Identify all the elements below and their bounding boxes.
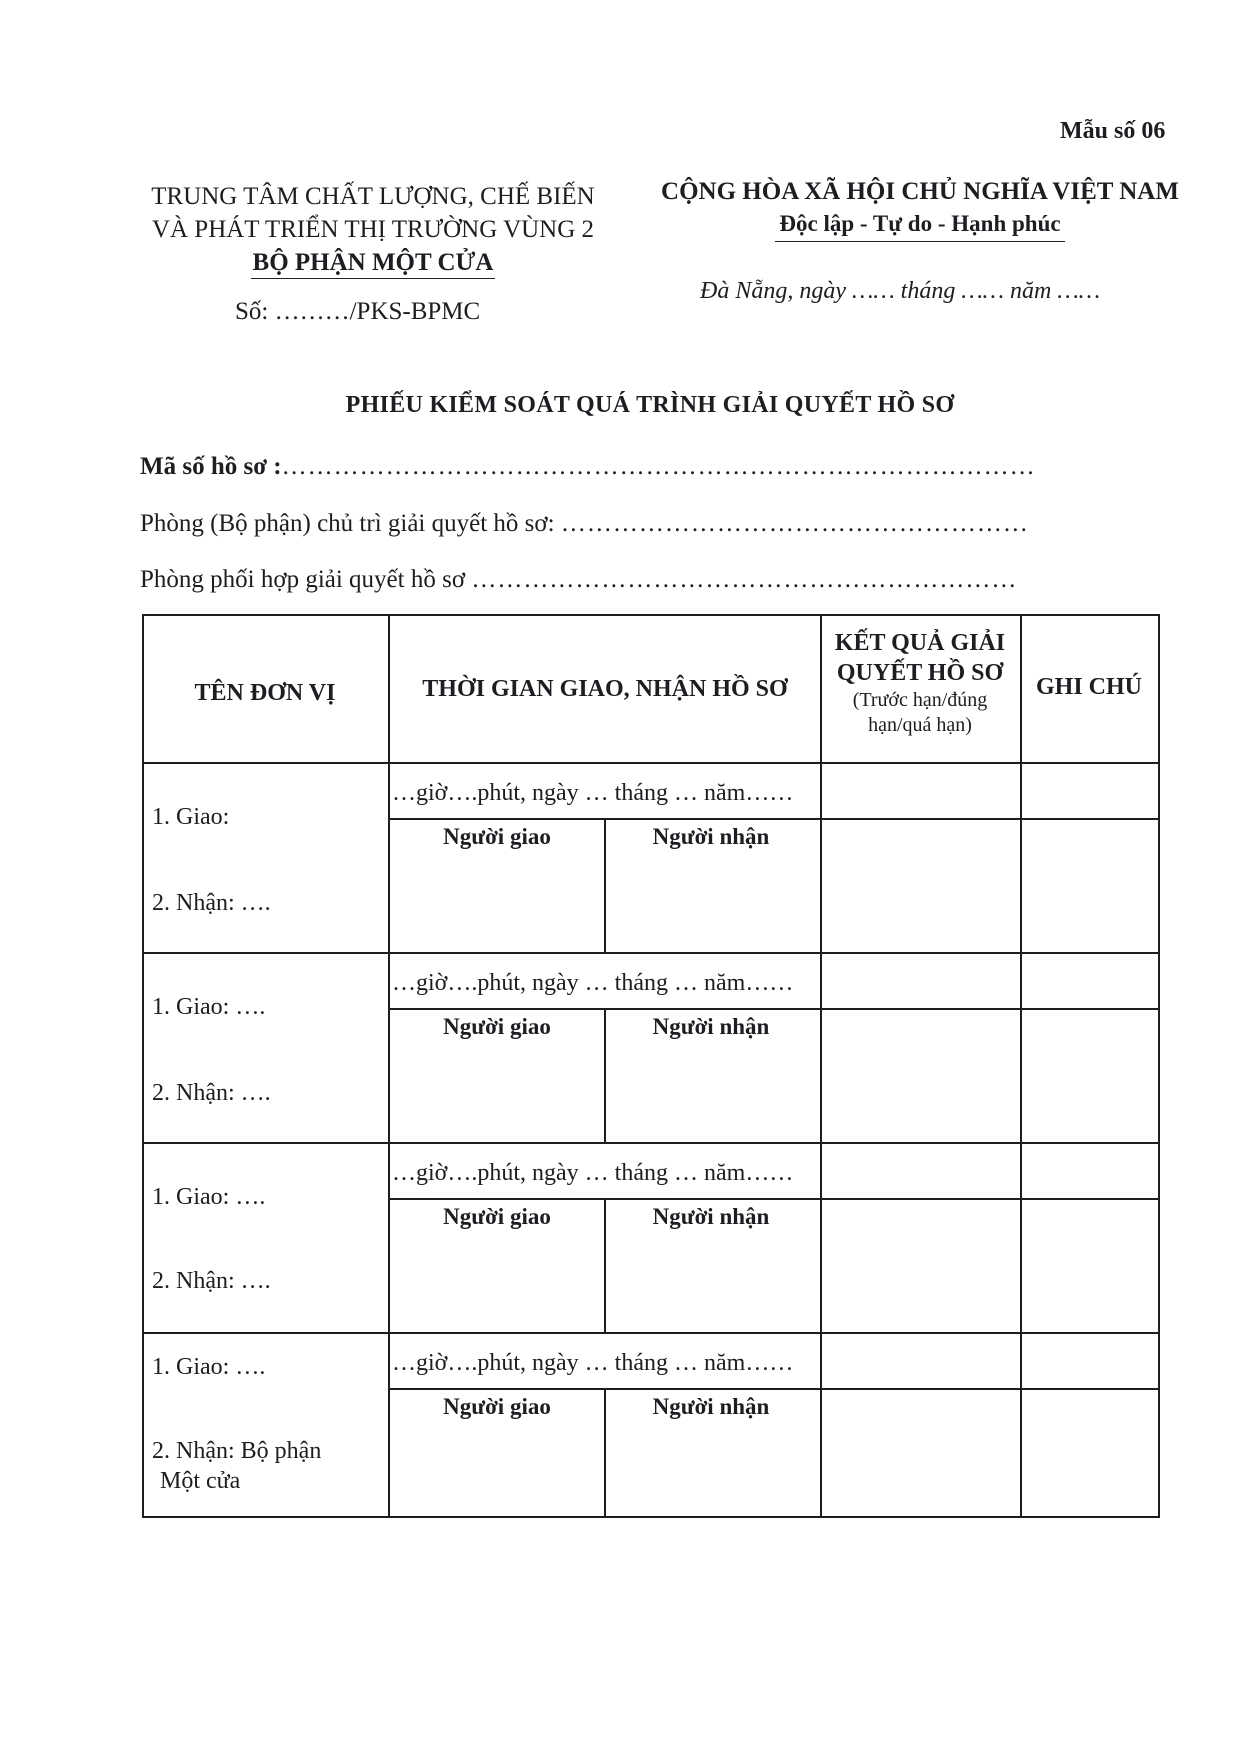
department-name: BỘ PHẬN MỘT CỬA xyxy=(251,248,496,279)
table-row-2-nhan: 2. Nhận: …. xyxy=(152,1080,271,1106)
table-row-3-time: …giờ….phút, ngày … tháng … năm…… xyxy=(392,1160,794,1186)
table-border-left xyxy=(142,614,144,1516)
header-result-note: (Trước hạn/đúng hạn/quá hạn) xyxy=(852,689,988,736)
table-border-top xyxy=(142,614,1158,616)
header-result-line2: QUYẾT HỒ SƠ xyxy=(836,660,1004,686)
coop-dept-field xyxy=(140,566,1017,594)
lead-dept-field xyxy=(140,510,1029,538)
col-line-result xyxy=(1020,614,1022,1516)
table-row-2-giao: 1. Giao: …. xyxy=(152,994,266,1020)
table-row-1-receiver: Người nhận xyxy=(652,824,770,849)
table-row-4-giver: Người giao xyxy=(443,1394,551,1419)
row-separator-2 xyxy=(142,1142,1158,1144)
col-line-time xyxy=(820,614,822,1516)
lead-dept-dots: ……………………………………………… xyxy=(560,510,1029,537)
header-time: THỜI GIAN GIAO, NHẬN HỒ SƠ xyxy=(422,676,788,702)
table-row-1-giao: 1. Giao: xyxy=(152,804,230,830)
row-separator-3 xyxy=(142,1332,1158,1334)
row-1-subline xyxy=(388,818,1158,820)
form-number: Mẫu số 06 xyxy=(1060,118,1166,144)
lead-dept-label: Phòng (Bộ phận) chủ trì giải quyết hồ sơ: xyxy=(140,510,555,537)
table-row-4-receiver: Người nhận xyxy=(652,1394,770,1419)
nation-motto: Độc lập - Tự do - Hạnh phúc xyxy=(775,209,1064,242)
table-row-4-time: …giờ….phút, ngày … tháng … năm…… xyxy=(392,1350,794,1376)
table-row-2-giver: Người giao xyxy=(443,1014,551,1039)
table-row-2-time: …giờ….phút, ngày … tháng … năm…… xyxy=(392,970,794,996)
table-row-3-giao: 1. Giao: …. xyxy=(152,1184,266,1210)
header-result xyxy=(820,628,1020,738)
coop-dept-dots: ……………………………………………………… xyxy=(471,566,1018,593)
header-result-line1: KẾT QUẢ GIẢI xyxy=(834,630,1006,656)
row-4-subline xyxy=(388,1388,1158,1390)
issuer-line-1: TRUNG TÂM CHẤT LƯỢNG, CHẾ BIẾN xyxy=(151,183,595,210)
table-row-2-receiver: Người nhận xyxy=(652,1014,770,1039)
document-number: Số: ………/PKS-BPMC xyxy=(235,298,481,325)
table-row-1-giver: Người giao xyxy=(443,824,551,849)
col-line-unit xyxy=(388,614,390,1516)
table-border-right xyxy=(1158,614,1160,1516)
header-note: GHI CHÚ xyxy=(1035,674,1142,700)
national-header xyxy=(650,176,1190,242)
issuer-block xyxy=(118,180,628,279)
date-line: Đà Nẵng, ngày …… tháng …… năm …… xyxy=(700,278,1101,304)
table-row-4-nhan-1: 2. Nhận: Bộ phận xyxy=(152,1438,322,1464)
header-unit: TÊN ĐƠN VỊ xyxy=(194,680,336,706)
table-row-1-nhan: 2. Nhận: …. xyxy=(152,890,271,916)
table-row-3-nhan: 2. Nhận: …. xyxy=(152,1268,271,1294)
file-code-dots: …………………………………………………………………………… xyxy=(281,453,1036,480)
table-row-3-receiver: Người nhận xyxy=(652,1204,770,1229)
nation-name: CỘNG HÒA XÃ HỘI CHỦ NGHĨA VIỆT NAM xyxy=(661,178,1179,205)
table-row-1-time: …giờ….phút, ngày … tháng … năm…… xyxy=(392,780,794,806)
coop-dept-label: Phòng phối hợp giải quyết hồ sơ xyxy=(140,566,466,593)
row-3-subline xyxy=(388,1198,1158,1200)
table-row-3-giver: Người giao xyxy=(443,1204,551,1229)
row-2-subline xyxy=(388,1008,1158,1010)
table-row-4-giao: 1. Giao: …. xyxy=(152,1354,266,1380)
table-border-bottom xyxy=(142,1516,1160,1518)
form-title: PHIẾU KIỂM SOÁT QUÁ TRÌNH GIẢI QUYẾT HỒ SƠ xyxy=(345,392,955,418)
issuer-line-2: VÀ PHÁT TRIỂN THỊ TRƯỜNG VÙNG 2 xyxy=(151,216,595,243)
file-code-label: Mã số hồ sơ : xyxy=(140,453,282,480)
file-code-field xyxy=(140,453,1036,481)
header-bottom-line xyxy=(142,762,1158,764)
row-separator-1 xyxy=(142,952,1158,954)
table-row-4-nhan-2: Một cửa xyxy=(160,1468,241,1494)
